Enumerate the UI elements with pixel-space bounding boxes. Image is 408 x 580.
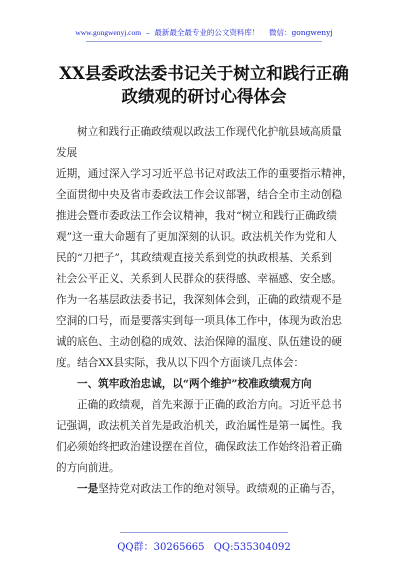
header-slogan: 最新最全最专业的公文资料库！ [154,28,260,37]
title-line-1: XX县委政法委书记关于树立和践行正确 [59,64,349,83]
header-url[interactable]: www.gongwenyj.com [75,28,142,37]
page-header: www.gongwenyj.com – 最新最全最专业的公文资料库！ 微信：gongwenyj [75,28,333,37]
body-line: 们必须始终把政治建设摆在首位，确保政法工作始终沿着正确 [56,441,343,453]
page-footer [0,538,408,553]
body-line [56,479,354,500]
body-line: 的方向前进。 [56,462,120,474]
body-line: 记强调，政法机关首先是政治机关，政治属性是第一属性。我 [56,420,343,432]
body-line: 观”这一重大命题有了更加深刻的认识。政法机关作为党和人 [56,231,337,243]
body-line: 空洞的口号，而是要落实到每一项具体工作中，体现为政治忠 [56,315,343,327]
bold-lead: 一是 [77,483,99,495]
header-divider [86,41,322,42]
body-line: 正确的政绩观，首先来源于正确的政治方向。习近平总书 [77,399,342,411]
body-line: 近期，通过深入学习习近平总书记对政法工作的重要指示精神， [56,168,353,180]
title-line-2: 政绩观的研讨心得体会 [121,87,287,106]
body-line-rest: 坚持党对政法工作的绝对领导。政绩观的正确与否， [98,483,342,495]
body-line: 民的“刀把子”，其政绩观直接关系到党的执政根基、关系到 [56,252,332,264]
footer-qq: QQ:535304092 [213,542,291,553]
body-line: 社会公平正义、关系到人民群众的获得感、幸福感、安全感。 [56,273,343,285]
subtitle-line: 发展 [56,147,78,159]
document-title [0,62,408,108]
footer-divider [120,532,288,533]
body-line: 诚的底色、主动创稳的成效、法治保障的温度、队伍建设的硬 [56,336,343,348]
body-line: 推进会暨市委政法工作会议精神，我对“树立和践行正确政绩 [56,210,337,222]
subtitle-line: 树立和践行正确政绩观以政法工作现代化护航县域高质量 [77,126,342,138]
body-line: 度。结合XX县实际，我从以下四个方面谈几点体会： [56,357,305,369]
body-line: 全面贯彻中央及省市委政法工作会议部署，结合全市主动创稳 [56,189,343,201]
footer-qq-group: QQ群：30265665 [117,542,205,553]
body-line: 作为一名基层政法委书记，我深刻体会到，正确的政绩观不是 [56,294,343,306]
header-wechat: 微信：gongwenyj [268,28,333,37]
document-body [56,122,354,500]
section-heading-1: 一、筑牢政治忠诚，以“两个维护”校准政绩观方向 [77,378,312,390]
